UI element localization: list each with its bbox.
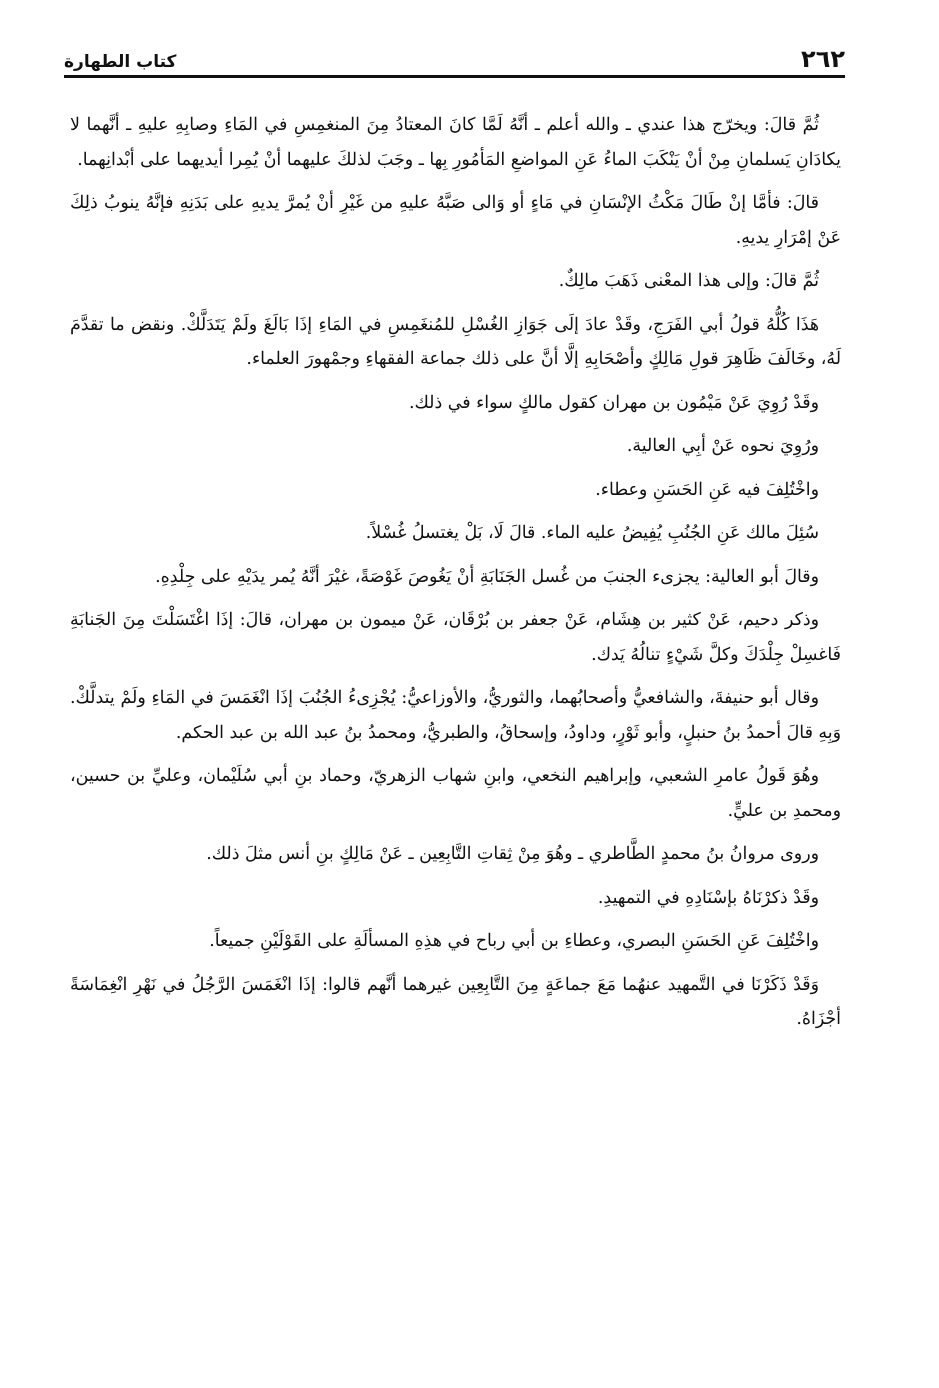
paragraph: ثُمَّ قالَ: وإلى هذا المعْنى ذَهَبَ مالِكٌ. (558, 271, 819, 291)
paragraph: سُئِلَ مالك عَنِ الجُنُبِ يُفِيضُ عليه الماء. قالَ لَا، بَلْ يغتسلُ غُسْلاً. (365, 523, 819, 543)
paragraph: وقال أبو حنيفةَ، والشافعيُّ وأصحابُهما، والثوريُّ، والأوزاعيُّ: يُجْزِىءُ الجُنُبَ إذَا انْغَمَسَ في المَاءِ ولَمْ يتدلَّكْ. وَبِهِ قالَ أحمدُ بنُ حنبلٍ، وأبو ثَوْرٍ، وداودُ، وإسحاقُ، والطبريُّ، ومحمدُ بنُ عبد الله بن عبد الحكم. (70, 688, 841, 743)
book-title: كتاب الطهارة (64, 52, 177, 72)
paragraph: هَذَا كُلُّهُ قولُ أبي الفَرَجِ، وقَدْ عادَ إلَى جَوَازِ الغُسْلِ للمُنغَمِسِ في المَاءِ إذَا بَالَغَ ولَمْ يَتَدَلَّكْ. ونقض ما تقدَّمَ لَهُ، وخَالَفَ ظَاهِرَ قولِ مَالِكٍ وأصْحَابِهِ إلَّا أنَّ على ذلك جماعة الفقهاءِ وجمْهورَ العلماء. (70, 314, 841, 369)
paragraph: وقَدْ ذكرْنَاهُ بإسْنَادِهِ في التمهيدِ. (597, 887, 819, 908)
paragraph: وقالَ أبو العالية: يجزىء الجنبَ من غُسل الجَنَابَةِ أنْ يَغُوصَ غَوْصَةً، غيْرَ أنَّهُ يُمر يدَيْهِ على جِلْدِهِ. (155, 566, 819, 587)
paragraph: قالَ: فأمَّا إنْ طَالَ مَكْثُ الإنْسَانِ في مَاءٍ أو وَالى صَبَّهُ عليهِ من غَيْرِ أنْ يُمرَّ يديهِ على بَدَنِهِ فإنَّهُ ينوبُ ذلِكَ عَنْ إمْرَارِ يديهِ. (70, 193, 841, 248)
paragraph: وروى مروانُ بنُ محمدٍ الطَّاطري ـ وهُوَ مِنْ ثِقاتِ التَّابِعِين ـ عَنْ مَالِكٍ بنِ أنس مثلَ ذلك. (206, 844, 819, 864)
paragraph: واخْتُلِفَ فيه عَنِ الحَسَنِ وعطاء. (595, 479, 819, 500)
paragraph: ثُمَّ قالَ: ويخرّج هذا عندي ـ والله أعلم ـ أنَّهُ لَمَّا كانَ المعتادُ مِنَ المنغمِسِ في المَاءِ وصابِهِ عليهِ ـ أنَّهما لا يكادَانِ يَسلمانِ مِنْ أنْ يَنْكَبَ الماءُ عَنِ المواضعِ المَأمُورِ بِها ـ وجَبَ لذلكَ عليهما أنْ يُمِرا أيديهما على أبْدانِهما. (70, 115, 841, 170)
paragraph: واخْتُلِفَ عَنِ الحَسَنِ البصري، وعطاءِ بن أبي رباح في هذِهِ المسألَةِ على القَوْلَيْنِ جميعاً. (209, 931, 819, 951)
paragraph: وَقَدْ ذَكَرْنَا في التَّمهيد عنهُما مَعَ جماعَةٍ مِنَ التَّابِعِين غيرهما أنَّهم قالوا: إذَا انْغَمَسَ الرَّجُلُ في نَهْرِ انْغِمَاسَةً أجْزَاهُ. (70, 974, 841, 1029)
running-header (64, 38, 845, 78)
paragraph: وذكر دحيم، عَنْ كثير بن هِشَام، عَنْ جعفر بن بُرْقَان، عَنْ ميمون بن مهران، قالَ: إذَا اغْتَسَلْتَ مِنَ الجَنابَةِ فَاغسِلْ جِلْدَكَ وكلَّ شَيْءٍ تنالُهُ يَدك. (70, 610, 841, 665)
page-number: ٢٦٢ (801, 45, 845, 73)
paragraph: ورُوِيَ نحوه عَنْ أبِي العالية. (626, 436, 819, 456)
body-text (70, 108, 841, 1046)
paragraph: وهُوَ قَولُ عامرِ الشعبي، وإبراهيم النخعي، وابنِ شهاب الزهريّ، وحماد بنِ أبي سُلَيْمان، وعليِّ بن حسين، ومحمدِ بن عليٍّ. (70, 766, 841, 821)
paragraph: وقَدْ رُوِيَ عَنْ مَيْمُون بن مهران كقول مالكٍ سواء في ذلك. (409, 392, 819, 413)
